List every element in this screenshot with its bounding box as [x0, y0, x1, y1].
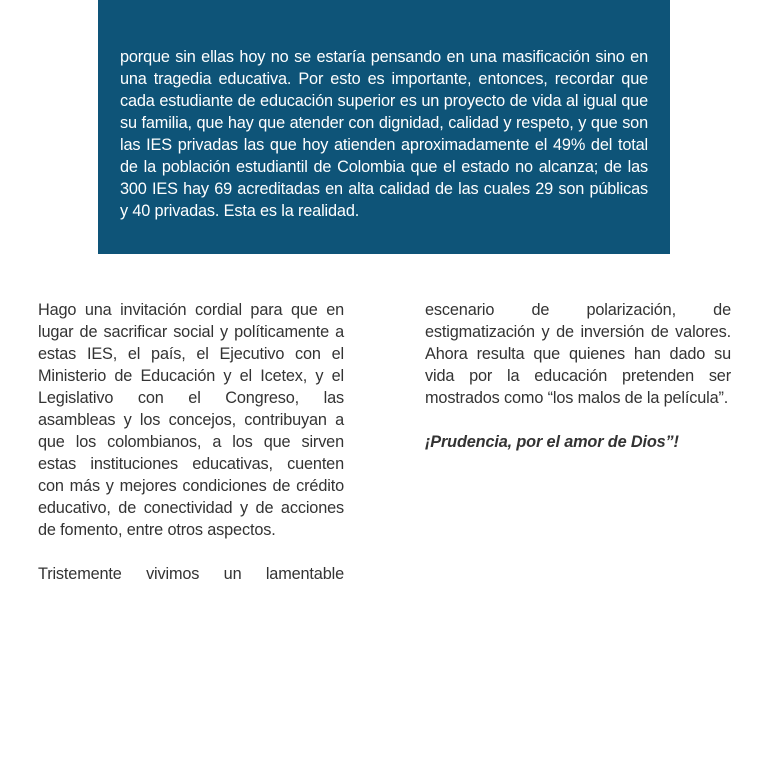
highlight-callout-box — [98, 0, 670, 254]
left-paragraph-2: Tristemente vivimos un lamentable — [38, 565, 344, 583]
left-text-column — [38, 299, 344, 607]
left-paragraph-1: Hago una invitación cordial para que en lugar de sacrificar social y políticamente a estas IES, el país, el Ejecutivo con el Ministerio de Educación y el Icetex, y el Legislativo con el Congreso, las asambleas y los concejos, contribuyan a que los colombianos, a los que sirven estas instituciones educativas, cuenten con más y mejores condiciones de crédito educativo, de conectividad y de acciones de fomento, entre otros aspectos. — [38, 301, 344, 539]
closing-exclamation: ¡Prudencia, por el amor de Dios”! — [425, 433, 679, 451]
right-text-column — [425, 299, 731, 475]
right-paragraph-1: escenario de polarización, de estigmatización y de inversión de valores. Ahora resulta que quienes han dado su vida por la educación pretenden ser mostrados como “los malos de la película”. — [425, 301, 731, 407]
callout-text: porque sin ellas hoy no se estaría pensando en una masificación sino en una tragedia educativa. Por esto es importante, entonces, recordar que cada estudiante de educación superior es un proyecto de vida al igual que su familia, que hay que atender con dignidad, calidad y respeto, y que son las IES privadas las que hoy atienden aproximadamente el 49% del total de la población estudiantil de Colombia que el estado no alcanza; de las 300 IES hay 69 acreditadas en alta calidad de las cuales 29 son públicas y 40 privadas. Esta es la realidad. — [120, 48, 648, 220]
